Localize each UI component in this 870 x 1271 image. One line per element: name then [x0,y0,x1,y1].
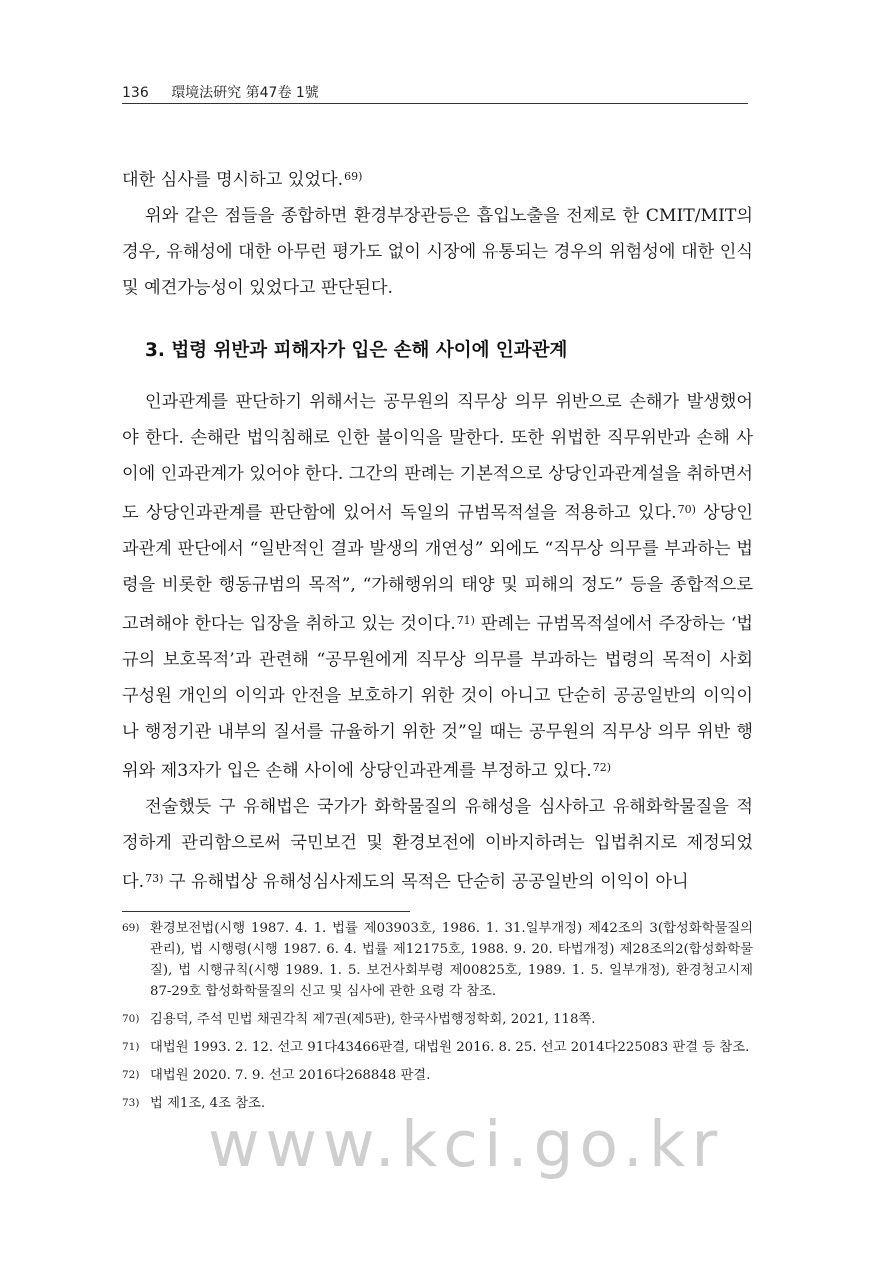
paragraph-text: 상당인과관계 판단에서 “일반적인 결과 발생의 개연성” 외에도 “직무상 의무를 부과하는 법령을 비롯한 행동규범의 목적”, “가해행위의 태양 및 피해의 정도” 등을 종합적으로 고려해야 한다는 입장을 취하고 있는 것이다. [122,503,753,634]
paragraph-text: 전술했듯 구 유해법은 국가가 화학물질의 유해성을 심사하고 유해화학물질을 적정하게 관리함으로써 국민보건 및 환경보전에 이바지하려는 입법취지로 제정되었다. [122,797,753,892]
section-heading: 3. 법령 위반과 피해자가 입은 손해 사이에 인과관계 [145,340,568,361]
header-divider [122,103,748,104]
footnote-ref-72: 72) [592,761,612,774]
footnote-text: 법 제1조, 4조 참조. [150,1096,266,1111]
footnote-70 [122,1009,753,1030]
watermark: www.kci.go.kr [208,1108,724,1181]
paragraph-text: 인과관계를 판단하기 위해서는 공무원의 직무상 의무 위반으로 손해가 발생했어야 한다. 손해란 법익침해로 인한 불이익을 말한다. 또한 위법한 직무위반과 손해 사이에 인과관계가 있어야 한다. 그간의 판례는 기본적으로 상당인과관계설을 취하면서도 상당인과관계를 판단함에 있어서 독일의 규범목적설을 적용하고 있다. [122,392,753,523]
running-header [122,82,748,102]
footnote-72 [122,1065,753,1086]
footnote-text: 대법원 1993. 2. 12. 선고 91다43466판결, 대법원 2016. 8. 25. 선고 2014다225083 판결 등 참조. [150,1040,750,1055]
footnote-ref-71: 71) [456,614,475,627]
footnote-number: 69) [122,922,140,934]
footnote-text: 환경보전법(시행 1987. 4. 1. 법률 제03903호, 1986. 1. 31.일부개정) 제42조의 3(합성화학물질의 관리), 법 시행령(시행 1987. 6. 4. 법률 제12175호, 1988. 9. 20. 타법개정) 제28조의2(합성화학물질), 법 시행규칙(시행 1989. 1. 5. 보건사회부령 제00825호, 1989. 1. 5. 일부개정), 환경청고시제 87-29호 합성화학물질의 신고 및 심사에 관한 요령 각 참조. [150,921,753,999]
footnote-ref-69: 69) [344,170,363,183]
paragraph-3 [122,384,753,789]
footnote-69 [122,918,753,1002]
paragraph-2: 위와 같은 점들을 종합하면 환경부장관등은 흡입노출을 전제로 한 CMIT/MIT의 경우, 유해성에 대한 아무런 평가도 없이 시장에 유통되는 경우의 위험성에 대한 인식 및 예견가능성이 있었다고 판단된다. [122,206,753,298]
body-section-3 [122,384,753,900]
footnote-number: 70) [122,1013,140,1025]
paragraph-1 [122,159,753,198]
footnote-text: 대법원 2020. 7. 9. 선고 2016다268848 판결. [150,1068,431,1083]
footnote-number: 73) [122,1097,140,1109]
footnote-number: 72) [122,1069,140,1081]
footnote-ref-70: 70) [677,503,696,516]
footnote-ref-73: 73) [145,872,164,885]
paragraph-text: 구 유해법상 유해성심사제도의 목적은 단순히 공공일반의 이익이 아니 [163,872,689,892]
footnote-number: 71) [122,1041,140,1053]
body-section-1 [122,159,753,306]
paragraph-4 [122,789,753,900]
paragraph-text: 판례는 규범목적설에서 주장하는 ‘법규의 보호목적’과 관련해 “공무원에게 직무상 의무를 부과하는 법령의 목적이 사회 구성원 개인의 이익과 안전을 보호하기 위한 것이 아니고 단순히 공공일반의 이익이나 행정기관 내부의 질서를 규율하기 위한 것”일 때는 공무원의 직무상 의무 위반 행위와 제3자가 입은 손해 사이에 상당인과관계를 부정하고 있다. [122,614,753,781]
footnote-71 [122,1037,753,1058]
footnote-text: 김용덕, 주석 민법 채권각칙 제7권(제5판), 한국사법행정학회, 2021, 118쪽. [150,1012,596,1027]
page-number: 136 [122,85,149,101]
footnote-divider [122,911,410,912]
journal-title: 環境法硏究 第47卷 1號 [171,85,319,101]
footnotes [122,918,753,1121]
paragraph-text: 대한 심사를 명시하고 있었다. [122,170,344,190]
